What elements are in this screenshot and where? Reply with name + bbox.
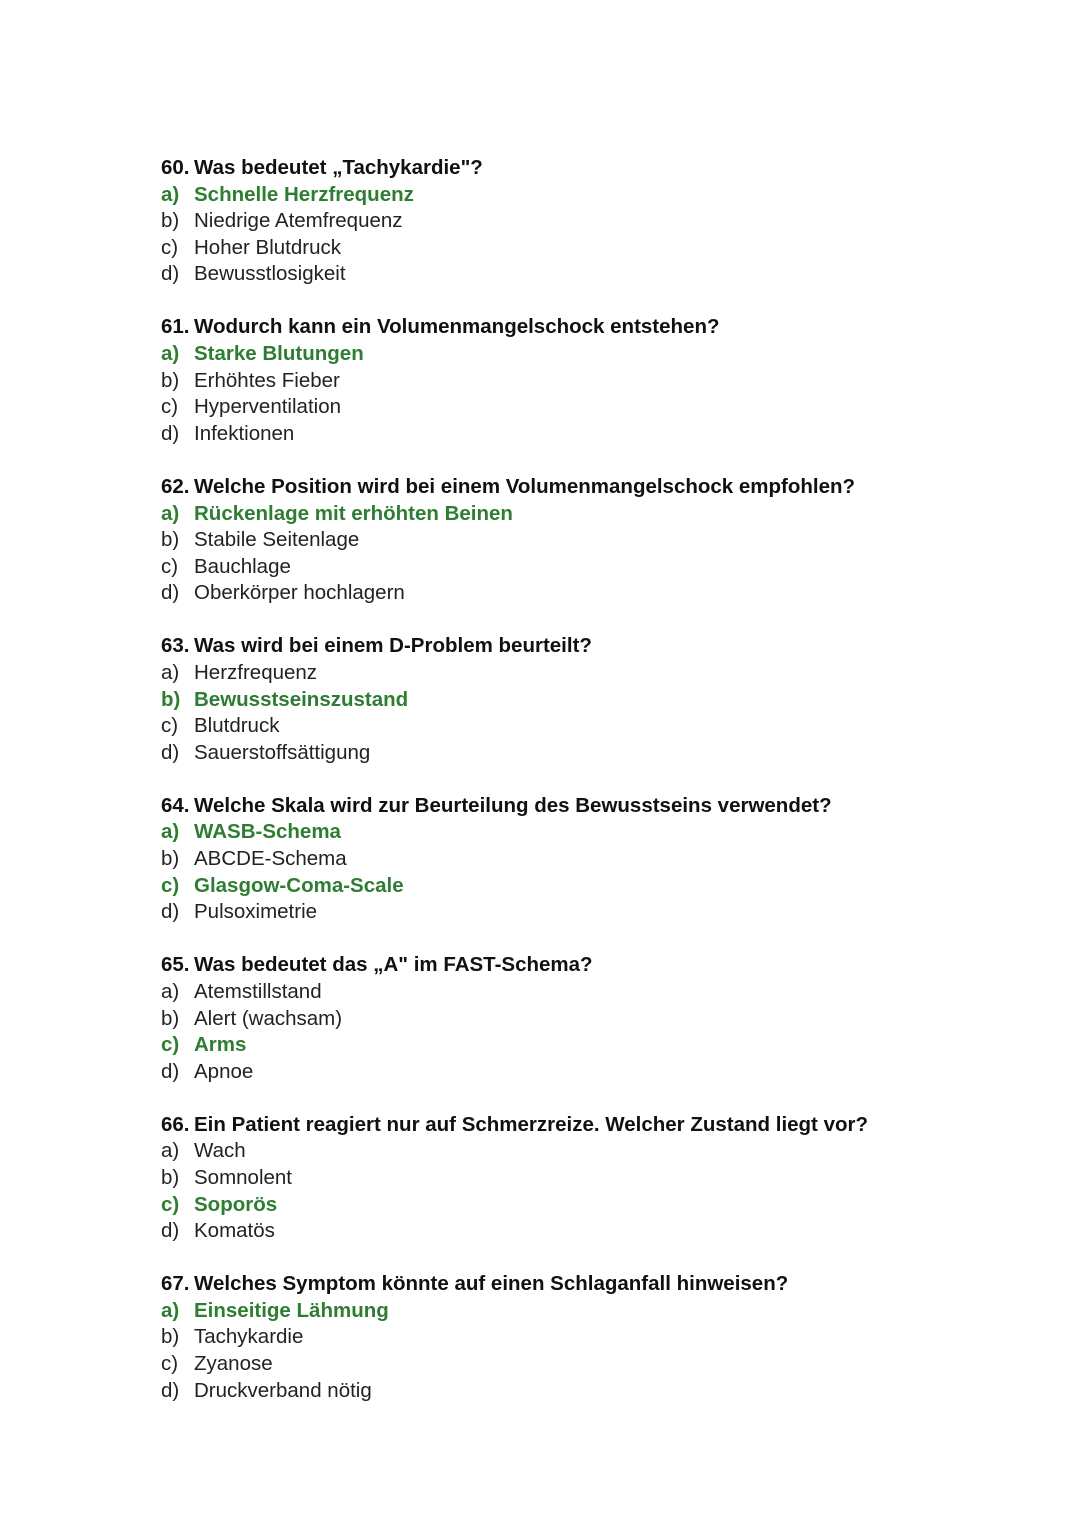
option-letter: b) — [161, 1006, 180, 1030]
option-text: Herzfrequenz — [194, 661, 318, 684]
option-text: Bauchlage — [194, 554, 291, 578]
option-letter: d) — [161, 1378, 180, 1402]
quiz-list — [161, 155, 1021, 1431]
option-text: Alert (wachsam) — [194, 1006, 343, 1030]
question-block — [161, 633, 1021, 766]
answer-option-correct — [161, 1032, 1021, 1059]
answer-option — [161, 421, 1021, 448]
option-letter: c) — [161, 235, 179, 259]
answer-option — [161, 899, 1021, 926]
answer-option-correct — [161, 182, 1021, 209]
option-letter: a) — [161, 501, 180, 525]
option-text: Starke Blutungen — [194, 342, 364, 366]
question-text: Ein Patient reagiert nur auf Schmerzreize. Welcher Zustand liegt vor? — [194, 1112, 869, 1136]
answer-option — [161, 394, 1021, 421]
option-text: Blutdruck — [194, 714, 280, 738]
option-text: Apnoe — [194, 1059, 254, 1083]
option-letter: b) — [161, 687, 181, 711]
option-text: Sauerstoffsättigung — [194, 740, 371, 764]
answer-option-correct — [161, 1298, 1021, 1325]
option-text: Rückenlage mit erhöhten Beinen — [194, 501, 513, 525]
answer-option-correct — [161, 501, 1021, 528]
answer-option — [161, 1138, 1021, 1165]
option-text: Bewusstseinszustand — [194, 687, 409, 711]
answer-option — [161, 1351, 1021, 1378]
question-title — [161, 952, 1021, 979]
question-block — [161, 793, 1021, 926]
option-text: Arms — [194, 1033, 247, 1057]
answer-option — [161, 1218, 1021, 1245]
answer-option — [161, 1378, 1021, 1405]
option-letter: b) — [161, 368, 180, 392]
question-block — [161, 474, 1021, 607]
answer-option — [161, 1324, 1021, 1351]
question-number: 61. — [161, 315, 190, 339]
option-text: Stabile Seitenlage — [194, 528, 360, 552]
answer-option-correct — [161, 819, 1021, 846]
option-text: Pulsoximetrie — [194, 900, 318, 924]
option-letter: b) — [161, 1166, 180, 1189]
question-number: 62. — [161, 474, 190, 498]
option-letter: c) — [161, 395, 179, 419]
option-text: Einseitige Lähmung — [194, 1298, 389, 1322]
option-text: ABCDE-Schema — [194, 847, 347, 871]
option-letter: a) — [161, 182, 180, 206]
question-number: 64. — [161, 793, 190, 817]
question-block — [161, 314, 1021, 447]
option-letter: c) — [161, 1033, 180, 1057]
option-text: Infektionen — [194, 421, 295, 445]
answer-option-correct — [161, 873, 1021, 900]
option-letter: a) — [161, 1298, 180, 1322]
answer-option — [161, 208, 1021, 235]
option-text: Hoher Blutdruck — [194, 235, 341, 259]
option-text: Wach — [194, 1139, 246, 1163]
question-title — [161, 314, 1021, 341]
answer-option — [161, 580, 1021, 607]
question-text: Welche Skala wird zur Beurteilung des Bewusstseins verwendet? — [194, 793, 832, 817]
question-block — [161, 1112, 1021, 1245]
option-letter: c) — [161, 1192, 180, 1216]
question-number: 60. — [161, 156, 190, 179]
option-text: Schnelle Herzfrequenz — [194, 182, 414, 206]
option-text: Atemstillstand — [194, 979, 322, 1003]
question-number: 67. — [161, 1272, 190, 1296]
option-text: Niedrige Atemfrequenz — [194, 209, 403, 233]
option-text: Oberkörper hochlagern — [194, 581, 405, 605]
option-letter: a) — [161, 1139, 180, 1163]
question-title — [161, 1112, 1021, 1139]
question-title — [161, 155, 1021, 182]
question-block — [161, 952, 1021, 1085]
question-number: 63. — [161, 634, 190, 658]
answer-option — [161, 527, 1021, 554]
option-letter: d) — [161, 262, 180, 286]
option-letter: c) — [161, 714, 179, 738]
option-text: Glasgow-Coma-Scale — [194, 873, 404, 897]
question-title — [161, 793, 1021, 820]
question-number: 66. — [161, 1112, 190, 1136]
option-letter: d) — [161, 581, 180, 605]
option-letter: d) — [161, 740, 180, 764]
option-letter: d) — [161, 421, 180, 445]
option-letter: b) — [161, 1325, 180, 1349]
option-letter: c) — [161, 1352, 179, 1376]
question-number: 65. — [161, 953, 190, 977]
option-letter: b) — [161, 528, 180, 552]
answer-option — [161, 740, 1021, 767]
option-letter: d) — [161, 1219, 180, 1243]
question-text: Wodurch kann ein Volumenmangelschock entstehen? — [194, 315, 720, 339]
option-letter: a) — [161, 342, 180, 366]
question-block — [161, 1271, 1021, 1404]
option-text: Tachykardie — [194, 1325, 304, 1349]
question-text: Was bedeutet „Tachykardie"? — [194, 156, 483, 179]
option-letter: c) — [161, 873, 180, 897]
answer-option — [161, 660, 1021, 687]
option-letter: a) — [161, 979, 180, 1003]
answer-option — [161, 1165, 1021, 1192]
option-text: Somnolent — [194, 1166, 293, 1189]
option-text: Bewusstlosigkeit — [194, 262, 346, 286]
option-letter: d) — [161, 1059, 180, 1083]
option-letter: b) — [161, 847, 180, 871]
option-text: Hyperventilation — [194, 395, 341, 419]
option-letter: b) — [161, 209, 180, 233]
answer-option — [161, 979, 1021, 1006]
question-title — [161, 633, 1021, 660]
answer-option-correct — [161, 1192, 1021, 1219]
question-text: Was wird bei einem D-Problem beurteilt? — [194, 634, 592, 658]
answer-option — [161, 235, 1021, 262]
answer-option — [161, 1059, 1021, 1086]
question-text: Welche Position wird bei einem Volumenmangelschock empfohlen? — [194, 474, 856, 498]
question-title — [161, 474, 1021, 501]
answer-option-correct — [161, 687, 1021, 714]
option-letter: a) — [161, 661, 180, 684]
option-text: Druckverband nötig — [194, 1378, 372, 1402]
answer-option — [161, 261, 1021, 288]
option-letter: c) — [161, 554, 179, 578]
answer-option — [161, 368, 1021, 395]
question-block — [161, 155, 1021, 288]
question-title — [161, 1271, 1021, 1298]
answer-option — [161, 1006, 1021, 1033]
answer-option — [161, 846, 1021, 873]
option-text: Komatös — [194, 1219, 275, 1243]
option-text: Soporös — [194, 1192, 278, 1216]
answer-option — [161, 713, 1021, 740]
question-text: Was bedeutet das „A" im FAST-Schema? — [194, 953, 593, 977]
question-text: Welches Symptom könnte auf einen Schlaganfall hinweisen? — [194, 1272, 789, 1296]
option-letter: d) — [161, 900, 180, 924]
option-letter: a) — [161, 820, 180, 844]
option-text: WASB-Schema — [194, 820, 341, 844]
option-text: Erhöhtes Fieber — [194, 368, 340, 392]
answer-option-correct — [161, 341, 1021, 368]
option-text: Zyanose — [194, 1352, 273, 1376]
answer-option — [161, 554, 1021, 581]
